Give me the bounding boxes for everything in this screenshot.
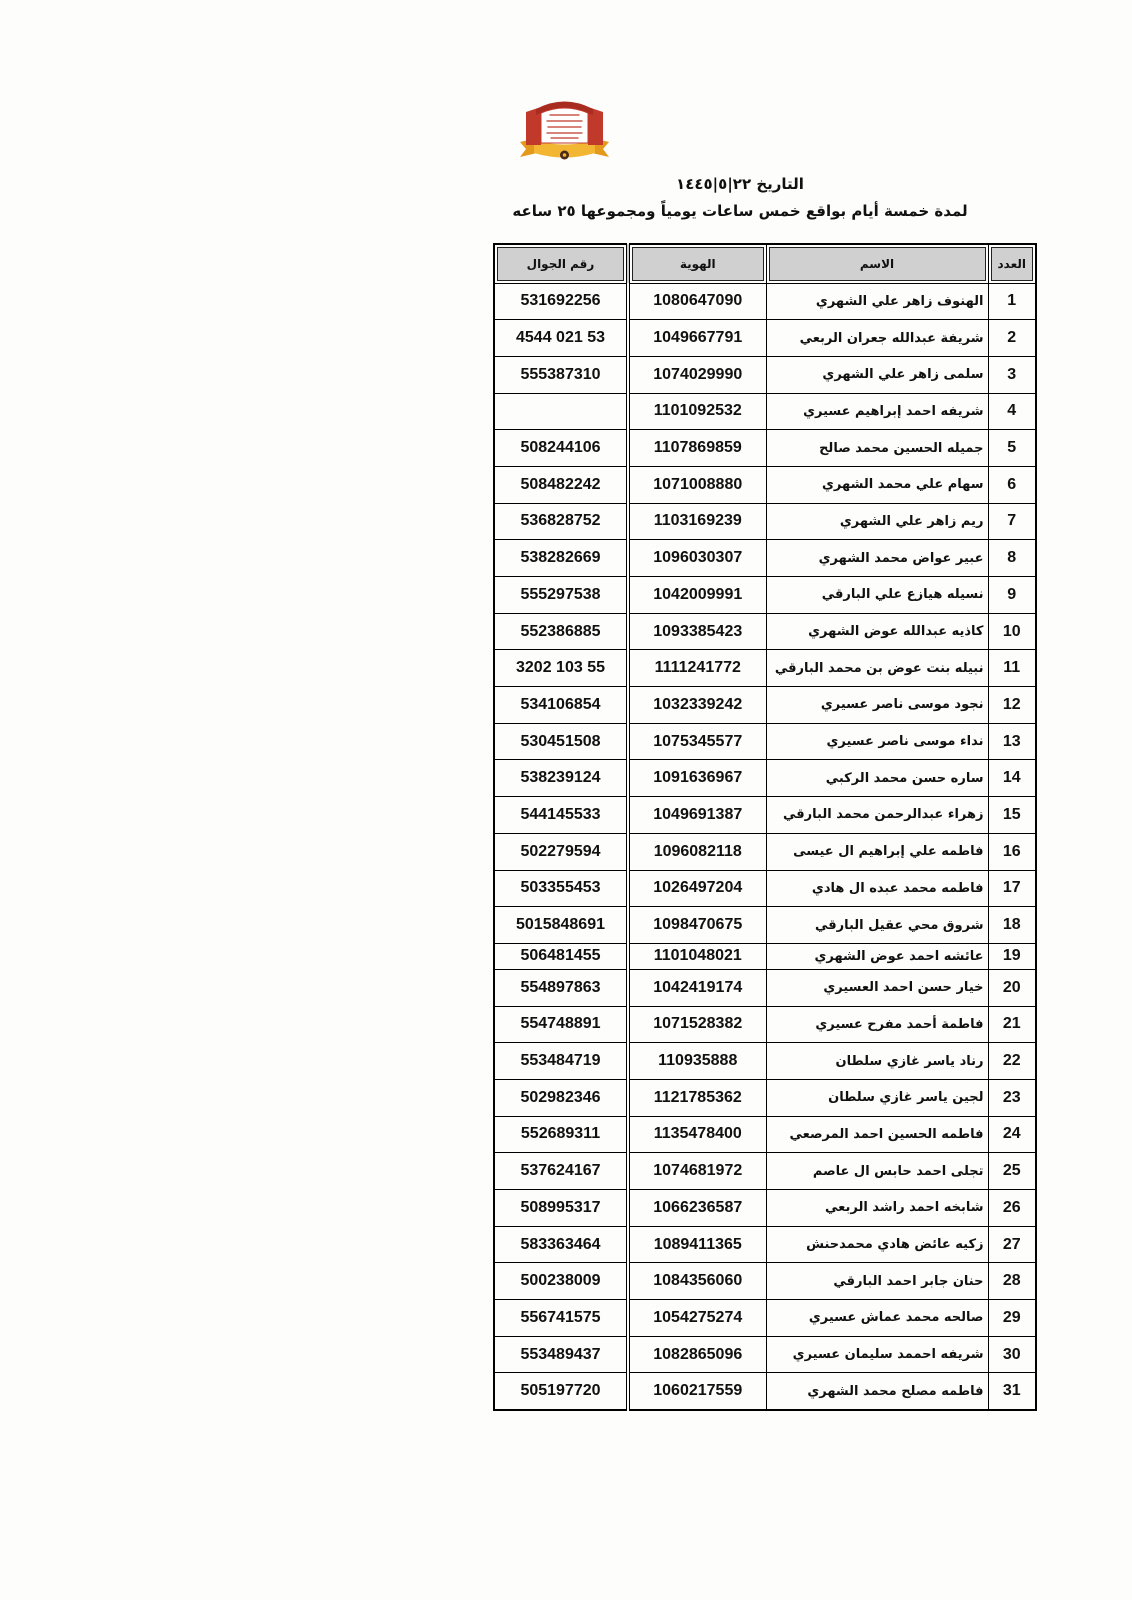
row-name: زكيه عائض هادي محمدحنش <box>766 1226 988 1263</box>
date-line: التاريخ ٢٢|٥|١٤٤٥ <box>676 175 804 193</box>
row-number: 29 <box>988 1300 1036 1337</box>
row-number: 23 <box>988 1079 1036 1116</box>
row-name: فاطمه الحسين احمد المرصعي <box>766 1116 988 1153</box>
row-name: عبير عواض محمد الشهري <box>766 540 988 577</box>
row-mobile: 506481455 <box>494 943 628 969</box>
row-id: 1049667791 <box>628 320 766 357</box>
row-number: 1 <box>988 283 1036 320</box>
row-id: 1135478400 <box>628 1116 766 1153</box>
table-row <box>494 943 1036 969</box>
table-row <box>494 577 1036 614</box>
table-row <box>494 650 1036 687</box>
table-row <box>494 393 1036 430</box>
table-row <box>494 283 1036 320</box>
row-mobile: 538239124 <box>494 760 628 797</box>
row-id: 1074681972 <box>628 1153 766 1190</box>
row-id: 1075345577 <box>628 723 766 760</box>
table-row <box>494 1153 1036 1190</box>
participants-table <box>493 243 1037 1411</box>
row-mobile: 503355453 <box>494 870 628 907</box>
row-mobile: 553489437 <box>494 1336 628 1373</box>
row-number: 2 <box>988 320 1036 357</box>
row-number: 13 <box>988 723 1036 760</box>
table-row <box>494 723 1036 760</box>
row-mobile: 5015848691 <box>494 907 628 944</box>
table-row <box>494 1043 1036 1080</box>
table-row <box>494 1079 1036 1116</box>
row-id: 1032339242 <box>628 687 766 724</box>
row-mobile: 552689311 <box>494 1116 628 1153</box>
table-row <box>494 613 1036 650</box>
table-body <box>494 283 1036 1410</box>
row-number: 8 <box>988 540 1036 577</box>
row-mobile: 555387310 <box>494 356 628 393</box>
row-name: فاطمه علي إبراهيم ال عيسى <box>766 833 988 870</box>
row-mobile: 553484719 <box>494 1043 628 1080</box>
row-name: سلمى زاهر علي الشهري <box>766 356 988 393</box>
row-number: 31 <box>988 1373 1036 1410</box>
table-row <box>494 1373 1036 1410</box>
table-row <box>494 466 1036 503</box>
row-number: 17 <box>988 870 1036 907</box>
row-name: شروق محي عقيل البارقي <box>766 907 988 944</box>
row-number: 24 <box>988 1116 1036 1153</box>
row-mobile: 508482242 <box>494 466 628 503</box>
row-id: 1089411365 <box>628 1226 766 1263</box>
row-id: 1054275274 <box>628 1300 766 1337</box>
row-number: 11 <box>988 650 1036 687</box>
row-id: 1093385423 <box>628 613 766 650</box>
table-row <box>494 833 1036 870</box>
table-row <box>494 797 1036 834</box>
row-name: نسيله هيازع علي البارقي <box>766 577 988 614</box>
association-crest-logo <box>517 97 612 163</box>
row-name: ساره حسن محمد الركبي <box>766 760 988 797</box>
row-id: 1074029990 <box>628 356 766 393</box>
row-id: 1042419174 <box>628 969 766 1006</box>
row-number: 26 <box>988 1190 1036 1227</box>
table-row <box>494 1226 1036 1263</box>
row-id: 1042009991 <box>628 577 766 614</box>
row-name: نبيله بنت عوض بن محمد البارقي <box>766 650 988 687</box>
row-name: جميله الحسين محمد صالح <box>766 430 988 467</box>
row-name: نداء موسى ناصر عسيري <box>766 723 988 760</box>
row-mobile: 537624167 <box>494 1153 628 1190</box>
row-id: 1049691387 <box>628 797 766 834</box>
row-number: 30 <box>988 1336 1036 1373</box>
row-mobile: 502982346 <box>494 1079 628 1116</box>
column-header-name: الاسم <box>766 244 988 283</box>
table-row <box>494 969 1036 1006</box>
row-id: 1082865096 <box>628 1336 766 1373</box>
row-mobile: 534106854 <box>494 687 628 724</box>
row-mobile: 531692256 <box>494 283 628 320</box>
row-number: 21 <box>988 1006 1036 1043</box>
table-row <box>494 907 1036 944</box>
table-row <box>494 320 1036 357</box>
table-row <box>494 687 1036 724</box>
row-id: 1084356060 <box>628 1263 766 1300</box>
table-row <box>494 540 1036 577</box>
row-name: حنان جابر احمد البارقي <box>766 1263 988 1300</box>
table-row <box>494 1263 1036 1300</box>
row-id: 1107869859 <box>628 430 766 467</box>
row-name: شريفه احممد سليمان عسيري <box>766 1336 988 1373</box>
row-name: رناد ياسر غازي سلطان <box>766 1043 988 1080</box>
row-id: 1096030307 <box>628 540 766 577</box>
row-mobile: 554748891 <box>494 1006 628 1043</box>
row-id: 1111241772 <box>628 650 766 687</box>
document-header <box>493 173 987 222</box>
row-number: 7 <box>988 503 1036 540</box>
duration-line: لمدة خمسة أيام بواقع خمس ساعات يومياً ومجموعها ٢٥ ساعه <box>512 202 968 220</box>
row-number: 9 <box>988 577 1036 614</box>
row-mobile: 530451508 <box>494 723 628 760</box>
row-name: فاطمه مصلح محمد الشهري <box>766 1373 988 1410</box>
row-id: 110935888 <box>628 1043 766 1080</box>
column-header-number: العدد <box>988 244 1036 283</box>
table-row <box>494 870 1036 907</box>
row-name: شريفه احمد إبراهيم عسيري <box>766 393 988 430</box>
row-number: 22 <box>988 1043 1036 1080</box>
row-number: 6 <box>988 466 1036 503</box>
table-header-row <box>494 244 1036 283</box>
row-name: نجود موسى ناصر عسيري <box>766 687 988 724</box>
table-row <box>494 430 1036 467</box>
table-row <box>494 1116 1036 1153</box>
row-id: 1101092532 <box>628 393 766 430</box>
row-number: 10 <box>988 613 1036 650</box>
row-id: 1080647090 <box>628 283 766 320</box>
row-number: 14 <box>988 760 1036 797</box>
row-mobile: 556741575 <box>494 1300 628 1337</box>
row-name: ريم زاهر علي الشهري <box>766 503 988 540</box>
table-row <box>494 1300 1036 1337</box>
row-mobile <box>494 393 628 430</box>
column-header-id: الهوية <box>628 244 766 283</box>
row-mobile: 536828752 <box>494 503 628 540</box>
row-id: 1066236587 <box>628 1190 766 1227</box>
row-number: 18 <box>988 907 1036 944</box>
row-mobile: 508995317 <box>494 1190 628 1227</box>
column-header-mobile: رقم الجوال <box>494 244 628 283</box>
row-name: كاذيه عبدالله عوض الشهري <box>766 613 988 650</box>
row-id: 1096082118 <box>628 833 766 870</box>
row-mobile: 538282669 <box>494 540 628 577</box>
row-id: 1026497204 <box>628 870 766 907</box>
row-number: 28 <box>988 1263 1036 1300</box>
row-mobile: 55 103 3202 <box>494 650 628 687</box>
row-id: 1103169239 <box>628 503 766 540</box>
row-name: تجلى احمد حابس ال عاصم <box>766 1153 988 1190</box>
table-row <box>494 1006 1036 1043</box>
table-row <box>494 1190 1036 1227</box>
row-mobile: 500238009 <box>494 1263 628 1300</box>
row-name: سهام علي محمد الشهري <box>766 466 988 503</box>
table-row <box>494 1336 1036 1373</box>
row-id: 1060217559 <box>628 1373 766 1410</box>
row-mobile: 53 021 4544 <box>494 320 628 357</box>
row-name: شريفة عبدالله جعران الربعي <box>766 320 988 357</box>
row-mobile: 544145533 <box>494 797 628 834</box>
row-number: 5 <box>988 430 1036 467</box>
row-id: 1098470675 <box>628 907 766 944</box>
row-name: عائشه احمد عوض الشهري <box>766 943 988 969</box>
row-number: 16 <box>988 833 1036 870</box>
row-number: 12 <box>988 687 1036 724</box>
row-number: 25 <box>988 1153 1036 1190</box>
table-row <box>494 503 1036 540</box>
row-name: صالحه محمد عماش عسيري <box>766 1300 988 1337</box>
row-name: لجين ياسر غازي سلطان <box>766 1079 988 1116</box>
row-name: زهراء عبدالرحمن محمد البارقي <box>766 797 988 834</box>
row-mobile: 552386885 <box>494 613 628 650</box>
row-id: 1071528382 <box>628 1006 766 1043</box>
row-number: 15 <box>988 797 1036 834</box>
row-name: الهنوف زاهر علي الشهري <box>766 283 988 320</box>
row-number: 3 <box>988 356 1036 393</box>
row-mobile: 502279594 <box>494 833 628 870</box>
row-name: شابخه احمد راشد الربعي <box>766 1190 988 1227</box>
row-mobile: 505197720 <box>494 1373 628 1410</box>
row-mobile: 508244106 <box>494 430 628 467</box>
row-name: خيار حسن احمد العسيري <box>766 969 988 1006</box>
row-id: 1121785362 <box>628 1079 766 1116</box>
row-number: 27 <box>988 1226 1036 1263</box>
row-id: 1091636967 <box>628 760 766 797</box>
row-number: 4 <box>988 393 1036 430</box>
table-row <box>494 356 1036 393</box>
table-row <box>494 760 1036 797</box>
row-number: 19 <box>988 943 1036 969</box>
row-name: فاطمه محمد عبده ال هادي <box>766 870 988 907</box>
row-name: فاطمة أحمد مفرح عسيري <box>766 1006 988 1043</box>
row-mobile: 554897863 <box>494 969 628 1006</box>
row-mobile: 583363464 <box>494 1226 628 1263</box>
row-id: 1071008880 <box>628 466 766 503</box>
row-number: 20 <box>988 969 1036 1006</box>
row-id: 1101048021 <box>628 943 766 969</box>
row-mobile: 555297538 <box>494 577 628 614</box>
